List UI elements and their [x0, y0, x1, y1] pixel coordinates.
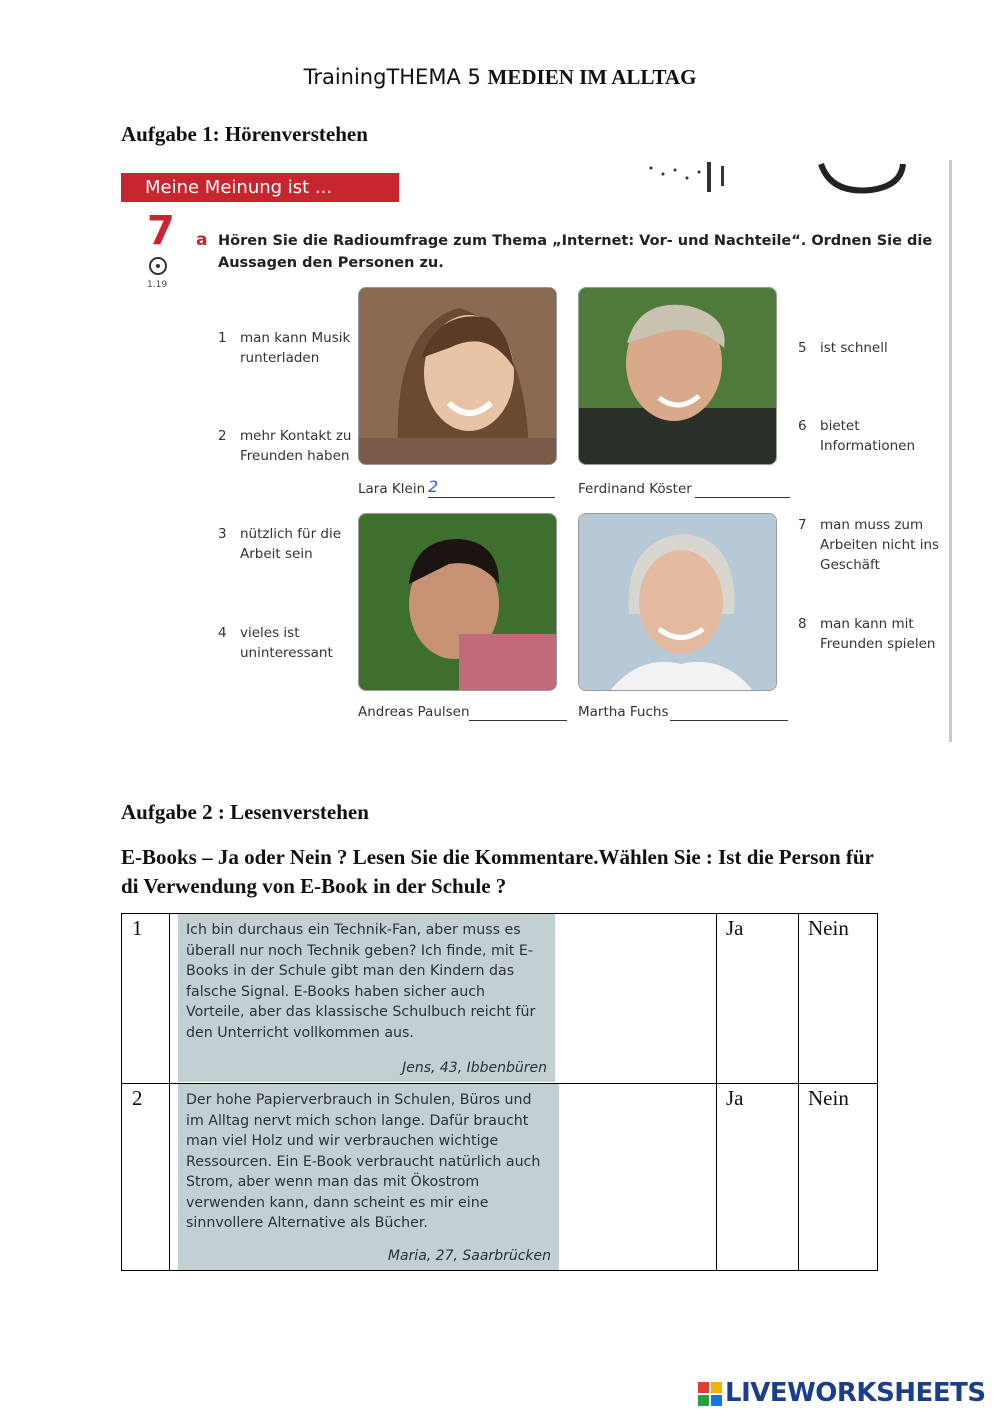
statement-text: bietet Informationen [820, 418, 916, 454]
exercise-instruction: Hören Sie die Radioumfrage zum Thema „Internet: Vor- und Nachteile“. Ordnen Sie die Aussagen den Personen zu. [218, 233, 933, 271]
column-divider [169, 914, 170, 1270]
statement-1 [218, 328, 363, 392]
statement-number: 8 [798, 616, 807, 632]
photo-ferdinand-koester [578, 287, 777, 465]
person-portrait [359, 514, 557, 691]
statement-5 [798, 338, 948, 360]
photo-lara-klein [358, 287, 557, 465]
statement-number: 6 [798, 418, 807, 434]
exercise-sub-letter: a [196, 230, 208, 250]
statement-number: 4 [218, 625, 227, 641]
statement-number: 1 [218, 330, 227, 346]
statement-7 [798, 515, 948, 579]
statement-text: mehr Kontakt zu Freunden haben [240, 428, 352, 464]
audio-cd-icon [149, 257, 167, 275]
liveworksheets-wordmark: LIVEWORKSHEETS [725, 1378, 986, 1408]
option-ja[interactable]: Ja [726, 916, 744, 940]
photo-martha-fuchs [578, 513, 777, 691]
title-part-1: TrainingTHEMA 5 [303, 65, 488, 89]
liveworksheets-icon [698, 1382, 722, 1406]
answer-line-ferdinand-koester[interactable] [695, 497, 790, 498]
column-divider [798, 914, 799, 1270]
name-lara-klein: Lara Klein [358, 481, 426, 497]
photo-andreas-paulsen [358, 513, 557, 691]
option-nein[interactable]: Nein [808, 916, 849, 940]
exercise-number: 7 [147, 208, 175, 254]
page-edge-line [949, 160, 952, 742]
statement-number: 3 [218, 526, 227, 542]
row-number: 1 [132, 916, 143, 940]
textbook-excerpt [121, 160, 956, 745]
option-ja[interactable]: Ja [726, 1086, 744, 1110]
task1-heading: Aufgabe 1: Hörenverstehen [121, 122, 368, 146]
person-portrait [579, 288, 777, 465]
statement-text: nützlich für die Arbeit sein [240, 526, 342, 562]
liveworksheets-logo [698, 1378, 994, 1408]
statement-text: man kann mit Freunden spielen [820, 616, 936, 652]
comments-table [121, 913, 878, 1271]
answer-lara-klein[interactable]: 2 [428, 477, 439, 496]
answer-line-lara-klein[interactable] [428, 497, 555, 498]
comment-text: Ich bin durchaus ein Technik-Fan, aber muss es überall nur noch Technik geben? Ich finde, mit E-Books in der Schule gibt man den Kindern das falsche Signal. E-Books haben sicher auch Vorteile, aber das klassische Schulbuch reicht für den Unterricht vollkommen aus. [186, 922, 536, 1041]
column-divider [716, 914, 717, 1270]
statement-text: man kann Musik runterladen [240, 330, 351, 366]
statement-text: man muss zum Arbeiten nicht ins Geschäft [820, 517, 940, 573]
statement-text: vieles ist uninteressant [240, 625, 333, 661]
statement-4 [218, 623, 363, 667]
statement-text: ist schnell [820, 340, 888, 356]
person-portrait [579, 514, 777, 691]
decorative-illustration [641, 160, 941, 200]
track-number: 1.19 [147, 280, 168, 290]
answer-line-andreas-paulsen[interactable] [469, 720, 567, 721]
answer-line-martha-fuchs[interactable] [670, 720, 788, 721]
statement-2 [218, 426, 363, 490]
section-banner: Meine Meinung ist ... [121, 173, 393, 202]
comment-signature: Maria, 27, Saarbrücken [387, 1247, 551, 1264]
name-martha-fuchs: Martha Fuchs [578, 704, 669, 720]
statement-6 [798, 416, 948, 460]
statement-number: 5 [798, 340, 807, 356]
statement-3 [218, 524, 363, 588]
statement-number: 2 [218, 428, 227, 444]
name-andreas-paulsen: Andreas Paulsen [358, 704, 470, 720]
task2-instruction: E-Books – Ja oder Nein ? Lesen Sie die Kommentare.Wählen Sie : Ist die Person für di Verwendung von E-Book in der Schule ? [121, 845, 874, 898]
name-ferdinand-koester: Ferdinand Köster [578, 481, 692, 497]
comment-signature: Jens, 43, Ibbenbüren [402, 1059, 547, 1076]
comment-text: Der hohe Papierverbrauch in Schulen, Büros und im Alltag nervt mich schon lange. Dafür braucht man viel Holz und wir verbrauchen wichtige Ressourcen. Ein E-Book verbraucht natürlich auch Strom, aber wenn man das mit Ökostrom verwenden kann, dann scheint es mir eine sinnvollere Alternative als Bücher. [186, 1092, 541, 1231]
task2-heading: Aufgabe 2 : Lesenverstehen [121, 800, 369, 824]
statement-number: 7 [798, 517, 807, 533]
title-part-2: MEDIEN IM ALLTAG [487, 65, 697, 89]
row-number: 2 [132, 1086, 143, 1110]
document-title [0, 64, 1000, 90]
option-nein[interactable]: Nein [808, 1086, 849, 1110]
person-portrait [359, 288, 557, 465]
comment-jens [178, 914, 555, 1082]
comment-maria [178, 1084, 559, 1270]
statement-8 [798, 614, 948, 658]
